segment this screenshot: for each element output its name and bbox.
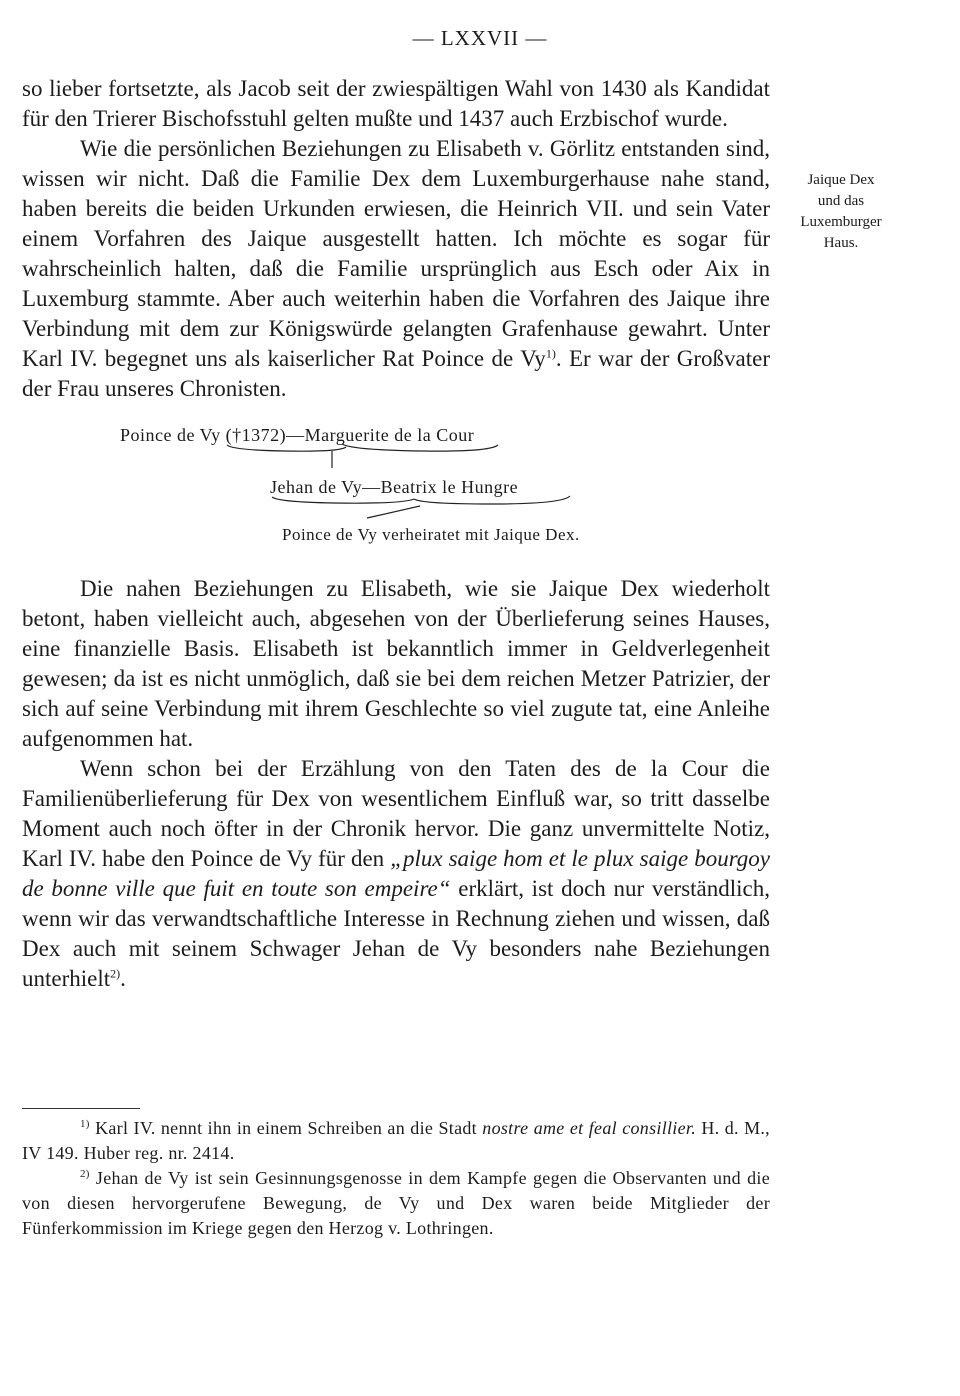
main-text <box>22 74 770 994</box>
footnote-mark: 2) <box>80 1168 90 1180</box>
footnote <box>22 1116 770 1166</box>
genealogy-line-1: Poince de Vy (†1372)—Marguerite de la Cour <box>120 425 475 445</box>
paragraph-text: erklärt, ist doch nur verständlich, wenn wir das verwandtschaftliche Interesse in Rechnung ziehen und wissen, daß Dex auch mit seinem Schwager Jehan de Vy besonders nahe Beziehungen unterhielt <box>22 876 770 991</box>
margin-note-line: Jaique Dex <box>807 172 875 188</box>
footnote-ref[interactable]: 1) <box>545 346 556 361</box>
paragraph-text: Wie die persönlichen Beziehungen zu Elisabeth v. Görlitz entstanden sind, wissen wir nicht. Daß die Familie Dex dem Luxemburgerhause nahe stand, haben bereits die beiden Urkunden erwiesen, die Heinrich VII. und sein Vater einem Vorfahren des Jaique ausgestellt hatten. Ich möchte es sogar für wahrscheinlich halten, daß die Familie ursprünglich aus Esch oder Aix in Luxemburg stammte. Aber auch weiterhin haben die Vorfahren des Jaique ihre Verbindung mit dem zur Königswürde gelangten Grafenhause gewahrt. Unter Karl IV. begegnet uns als kaiserlicher Rat Poince de Vy <box>22 136 770 371</box>
paragraph <box>22 754 770 994</box>
paragraph-text: so lieber fortsetzte, als Jacob seit der zwiespältigen Wahl von 1430 als Kandidat für den Trierer Bischofsstuhl gelten mußte und 1437 auch Erzbischof wurde. <box>22 76 770 131</box>
paragraph-text: . <box>120 966 126 991</box>
footnote-rule <box>22 1108 140 1109</box>
paragraph <box>22 74 770 134</box>
margin-note-line: Haus. <box>823 235 859 251</box>
footnote-italic: nostre ame et feal consillier. <box>482 1118 697 1138</box>
genealogy-line-3: Poince de Vy verheiratet mit Jaique Dex. <box>282 525 580 544</box>
margin-note-line: Luxemburger <box>800 214 882 230</box>
page-number: — LXXVII — <box>412 26 548 50</box>
margin-note <box>782 170 900 254</box>
genealogy-line-2: Jehan de Vy—Beatrix le Hungre <box>270 477 519 497</box>
paragraph-text: . Er war der Großvater der Frau unseres Chronisten. <box>22 346 770 401</box>
footnote-text: H. d. M., IV 149. Huber reg. nr. 2414. <box>22 1118 770 1163</box>
footnote-mark: 1) <box>80 1118 90 1130</box>
paragraph <box>22 574 770 754</box>
paragraph-text: Wenn schon bei der Erzählung von den Taten des de la Cour die Familienüberlieferung für Dex von wesentlichem Einfluß war, so tritt dasselbe Moment auch noch öfter in der Chronik hervor. Die ganz unvermittelte Notiz, Karl IV. habe den Poince de Vy für den <box>22 756 770 871</box>
footnote <box>22 1166 770 1241</box>
footnote-text: Karl IV. nennt ihn in einem Schreiben an die Stadt <box>95 1118 477 1138</box>
quotation: „plux saige hom et le plux saige bourgoy de bonne ville que fuit en toute son empeire“ <box>22 846 771 901</box>
footnote-ref[interactable]: 2) <box>110 966 121 981</box>
paragraph-text: Die nahen Beziehungen zu Elisabeth, wie sie Jaique Dex wiederholt betont, haben vielleicht auch, abgesehen von der Überlieferung seines Hauses, eine finanzielle Basis. Elisabeth ist bekanntlich immer in Geldverlegenheit gewesen; da ist es nicht unmöglich, daß sie bei dem reichen Metzer Patrizier, der sich auf seine Verbindung mit ihrem Geschlechte so viel zugute tat, eine Anleihe aufgenommen hat. <box>22 576 770 751</box>
footnote-text: Jehan de Vy ist sein Gesinnungsgenosse in dem Kampfe gegen die Observanten und die von diesen hervorgerufene Bewegung, de Vy und Dex waren beide Mitglieder der Fünferkommission im Kriege gegen den Herzog v. Lothringen. <box>22 1168 770 1238</box>
paragraph <box>22 134 770 404</box>
margin-note-line: und das <box>817 193 865 209</box>
genealogy-diagram <box>22 414 770 560</box>
footnotes <box>22 1116 770 1241</box>
